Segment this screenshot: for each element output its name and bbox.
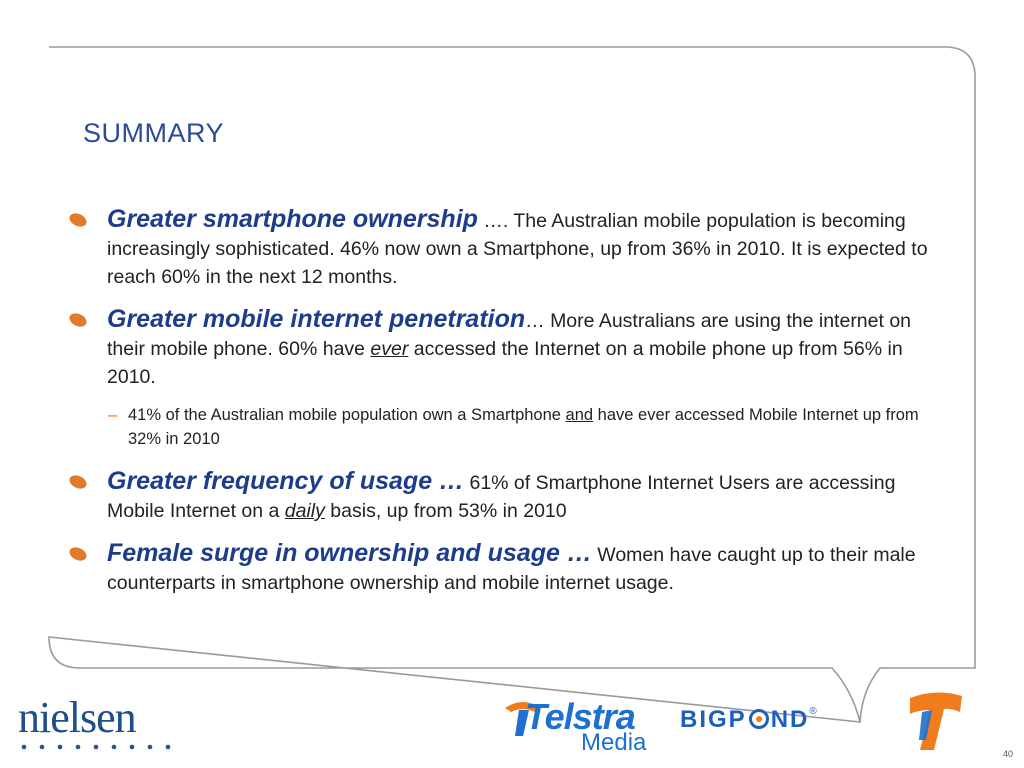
- bigpond-wordmark-left: BIGP: [680, 706, 747, 733]
- bullet-smartphone-ownership: [66, 205, 946, 291]
- bullet-female-surge: [66, 539, 946, 597]
- sub-bullet-text: 41% of the Australian mobile population own a Smartphone: [128, 406, 566, 424]
- nielsen-wordmark: nielsen: [18, 693, 136, 742]
- bullet-usage-frequency: [66, 467, 946, 525]
- sub-bullet-emphasis: and: [565, 406, 594, 424]
- sub-bullet-dash: –: [108, 406, 118, 424]
- nielsen-logo: [18, 693, 178, 756]
- bullet-lead: Greater mobile internet penetration: [107, 305, 526, 333]
- telstra-media-wordmark: Media: [581, 729, 647, 756]
- bullet-icon: [68, 213, 88, 227]
- bullet-mobile-internet: [66, 305, 946, 391]
- bullet-icon: [68, 475, 88, 489]
- bullet-emphasis: ever: [370, 338, 409, 360]
- bullet-icon: [68, 547, 88, 561]
- page-number: 40: [1002, 749, 1013, 759]
- bullet-lead: Greater frequency of usage …: [107, 467, 465, 495]
- sub-bullet-text-after: have ever accessed Mobile Internet up from 32% in 2010: [128, 406, 919, 448]
- bullet-icon: [68, 313, 88, 327]
- sub-bullet-smartphone-and-internet: [66, 403, 946, 451]
- bullet-separator: ….: [477, 210, 514, 232]
- bullet-lead: Female surge in ownership and usage …: [107, 539, 592, 567]
- bullet-lead: Greater smartphone ownership: [107, 205, 478, 233]
- telstra-media-logo: [503, 696, 663, 756]
- bullet-emphasis: daily: [284, 500, 325, 522]
- bigpond-logo: [680, 706, 860, 736]
- bigpond-o-icon: [748, 708, 770, 730]
- nielsen-dots: [18, 742, 178, 752]
- bullet-text-after: accessed the Internet on a mobile phone up from 56% in 2010.: [107, 338, 903, 388]
- telstra-wordmark: Telstra: [525, 696, 635, 737]
- bullet-text: Women have caught up to their male counterparts in smartphone ownership and mobile internet usage.: [107, 544, 916, 594]
- bullet-text-after: basis, up from 53% in 2010: [324, 500, 567, 522]
- bullet-text: The Australian mobile population is becoming increasingly sophisticated. 46% now own a Smartphone, up from 36% in 2010. It is expected to reach 60% in the next 12 months.: [107, 210, 928, 288]
- bullet-text: More Australians are using the internet on their mobile phone. 60% have: [107, 310, 912, 360]
- bigpond-registered-mark: ®: [809, 706, 817, 717]
- telstra-t-logo-icon: [906, 692, 964, 754]
- bullet-text: 61% of Smartphone Internet Users are accessing Mobile Internet on a: [107, 472, 896, 522]
- bigpond-wordmark-right: ND: [770, 706, 810, 733]
- summary-content: [66, 205, 946, 611]
- bullet-separator: …: [525, 310, 551, 332]
- slide-title: SUMMARY: [83, 118, 225, 148]
